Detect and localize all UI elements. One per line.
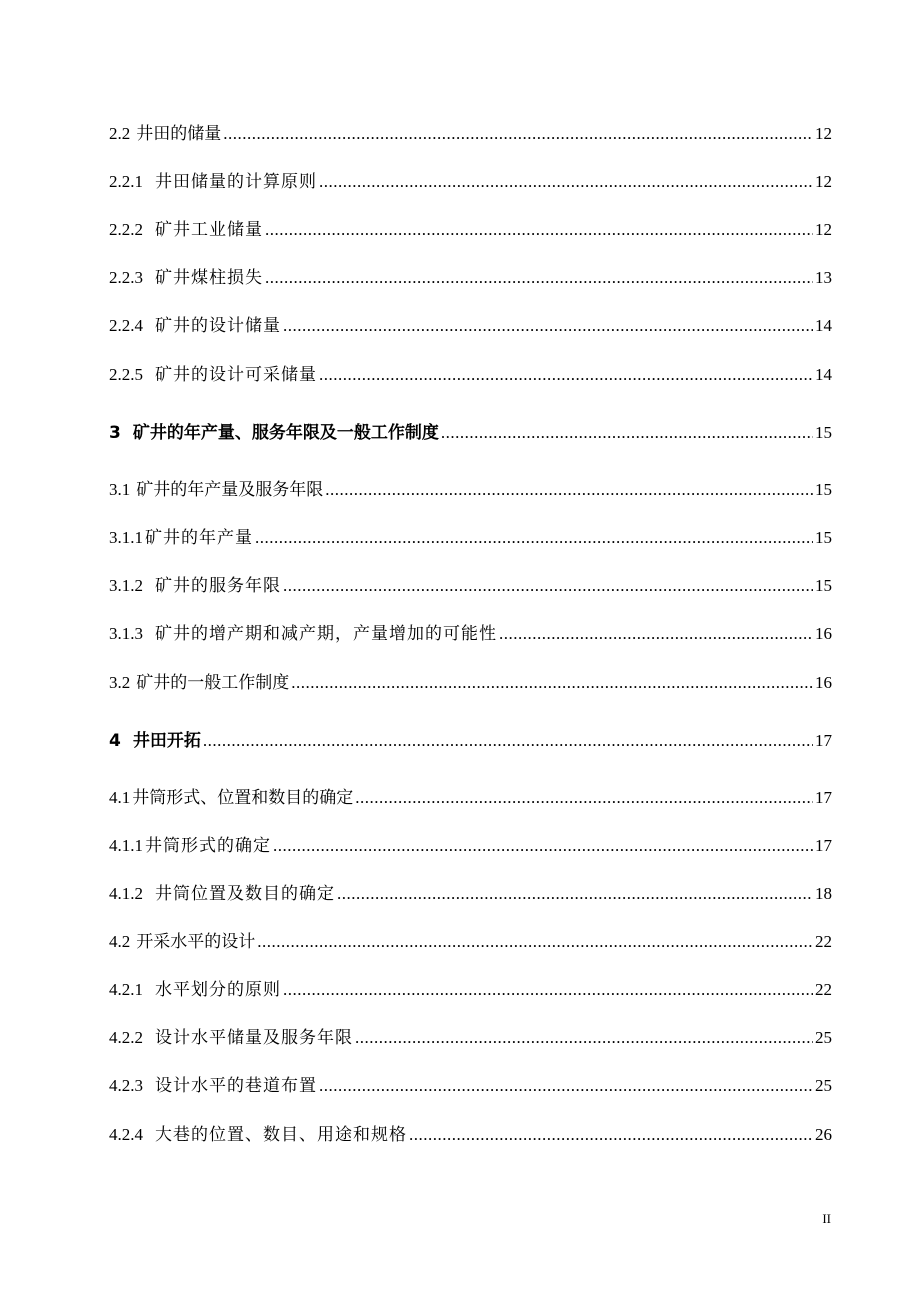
toc-entry-page: 17 [815, 788, 832, 807]
toc-entry[interactable] [109, 221, 832, 239]
toc-entry[interactable] [109, 1029, 832, 1047]
toc-entry[interactable] [109, 789, 832, 807]
toc-entry-page: 22 [815, 980, 832, 999]
toc-entry[interactable] [109, 366, 832, 384]
toc-entry[interactable] [109, 317, 832, 335]
toc-entry-number: 4.1.1 [109, 836, 143, 855]
toc-entry[interactable] [109, 1077, 832, 1095]
toc-entry[interactable] [109, 837, 832, 855]
toc-entry-page: 18 [815, 884, 832, 903]
toc-entry-title: 矿井的设计可采储量 [155, 365, 317, 385]
toc-entry-page: 13 [815, 268, 832, 287]
toc-entry-number: 4.2.4 [109, 1125, 143, 1144]
toc-entry-number: 2.2.5 [109, 365, 143, 384]
toc-leader-dots [283, 317, 813, 334]
toc-leader-dots [499, 625, 813, 642]
toc-entry-title: 矿井的一般工作制度 [136, 673, 290, 693]
toc-entry-number: 3.1.1 [109, 528, 143, 547]
toc-leader-dots [265, 269, 813, 286]
toc-entry[interactable] [109, 885, 832, 903]
toc-entry-title: 矿井的服务年限 [155, 576, 281, 596]
toc-entry-number: 3.1 [109, 480, 131, 499]
toc-entry-number: 3.1.2 [109, 576, 143, 595]
toc-entry-number: 4.2.1 [109, 980, 143, 999]
toc-entry-page: 17 [815, 836, 832, 855]
toc-entry-number: 4.2.3 [109, 1076, 143, 1095]
toc-entry-title: 矿井的年产量 [145, 528, 253, 548]
toc-entry-title: 矿井煤柱损失 [155, 268, 263, 288]
toc-entry-page: 25 [815, 1076, 832, 1095]
toc-leader-dots [409, 1126, 813, 1143]
toc-entry-title: 矿井的设计储量 [155, 316, 281, 336]
toc-entry-title: 井筒位置及数目的确定 [155, 884, 335, 904]
toc-entry-title: 井筒形式的确定 [145, 836, 271, 856]
toc-entry-title: 矿井工业储量 [155, 220, 263, 240]
toc-entry-page: 14 [815, 316, 832, 335]
toc-entry-number: 4.1.2 [109, 884, 143, 903]
toc-leader-dots [441, 424, 813, 441]
toc-entry-number: 3.2 [109, 673, 131, 692]
toc-entry-number: 4.2.2 [109, 1028, 143, 1047]
toc-entry-page: 16 [815, 624, 832, 643]
toc-leader-dots [319, 366, 813, 383]
toc-entry-number: 2.2.1 [109, 172, 143, 191]
toc-entry[interactable] [109, 625, 832, 643]
toc-leader-dots [273, 837, 813, 854]
toc-entry-page: 15 [815, 576, 832, 595]
toc-entry-number: 2.2.2 [109, 220, 143, 239]
toc-chapter-entry[interactable] [109, 732, 832, 750]
toc-entry-title: 矿井的年产量、服务年限及一般工作制度 [132, 423, 439, 443]
toc-entry-number: 2.2 [109, 124, 131, 143]
toc-leader-dots [319, 173, 813, 190]
toc-entry-page: 17 [815, 731, 832, 750]
toc-leader-dots [203, 732, 813, 749]
toc-entry-page: 14 [815, 365, 832, 384]
toc-entry-number: 4.1 [109, 788, 131, 807]
toc-entry-title: 设计水平储量及服务年限 [155, 1028, 353, 1048]
toc-entry[interactable] [109, 173, 832, 191]
toc-entry[interactable] [109, 125, 832, 143]
toc-entry[interactable] [109, 269, 832, 287]
toc-entry-page: 25 [815, 1028, 832, 1047]
toc-entry-number: 4 [109, 731, 121, 751]
toc-entry[interactable] [109, 1126, 832, 1144]
toc-entry-number: 2.2.3 [109, 268, 143, 287]
toc-entry-page: 26 [815, 1125, 832, 1144]
toc-entry[interactable] [109, 981, 832, 999]
toc-entry-page: 22 [815, 932, 832, 951]
toc-entry-number: 4.2 [109, 932, 131, 951]
toc-entry-title: 井田的储量 [136, 124, 222, 144]
toc-entry-page: 12 [815, 172, 832, 191]
toc-leader-dots [355, 1029, 813, 1046]
toc-entry-page: 12 [815, 124, 832, 143]
toc-entry-page: 12 [815, 220, 832, 239]
toc-entry-title: 设计水平的巷道布置 [155, 1076, 317, 1096]
toc-entry-page: 16 [815, 673, 832, 692]
toc-entry[interactable] [109, 481, 832, 499]
toc-leader-dots [265, 221, 813, 238]
toc-leader-dots [325, 481, 813, 498]
toc-entry-title: 大巷的位置、数目、用途和规格 [155, 1125, 407, 1145]
toc-entry-title: 开采水平的设计 [136, 932, 256, 952]
toc-leader-dots [223, 125, 813, 142]
toc-entry-number: 3 [109, 423, 121, 443]
toc-entry-title: 矿井的年产量及服务年限 [136, 480, 324, 500]
toc-entry-title: 井田开拓 [132, 731, 201, 751]
toc-entry-page: 15 [815, 480, 832, 499]
toc-entry-title: 水平划分的原则 [155, 980, 281, 1000]
toc-entry[interactable] [109, 674, 832, 692]
toc-entry[interactable] [109, 933, 832, 951]
toc-leader-dots [291, 674, 813, 691]
toc-entry[interactable] [109, 529, 832, 547]
toc-leader-dots [355, 789, 813, 806]
toc-leader-dots [337, 885, 813, 902]
toc-entry-title: 井田储量的计算原则 [155, 172, 317, 192]
toc-entry-title: 井筒形式、位置和数目的确定 [132, 788, 354, 808]
toc-entry-title: 矿井的增产期和减产期，产量增加的可能性 [155, 624, 497, 644]
toc-entry-number: 2.2.4 [109, 316, 143, 335]
toc-leader-dots [283, 577, 813, 594]
toc-leader-dots [257, 933, 813, 950]
toc-chapter-entry[interactable] [109, 424, 832, 442]
toc-leader-dots [283, 981, 813, 998]
toc-leader-dots [319, 1077, 813, 1094]
toc-leader-dots [255, 529, 813, 546]
toc-entry-page: 15 [815, 423, 832, 442]
toc-entry-number: 3.1.3 [109, 624, 143, 643]
toc-entry[interactable] [109, 577, 832, 595]
toc-entry-page: 15 [815, 528, 832, 547]
footer-page-number: II [822, 1211, 831, 1226]
